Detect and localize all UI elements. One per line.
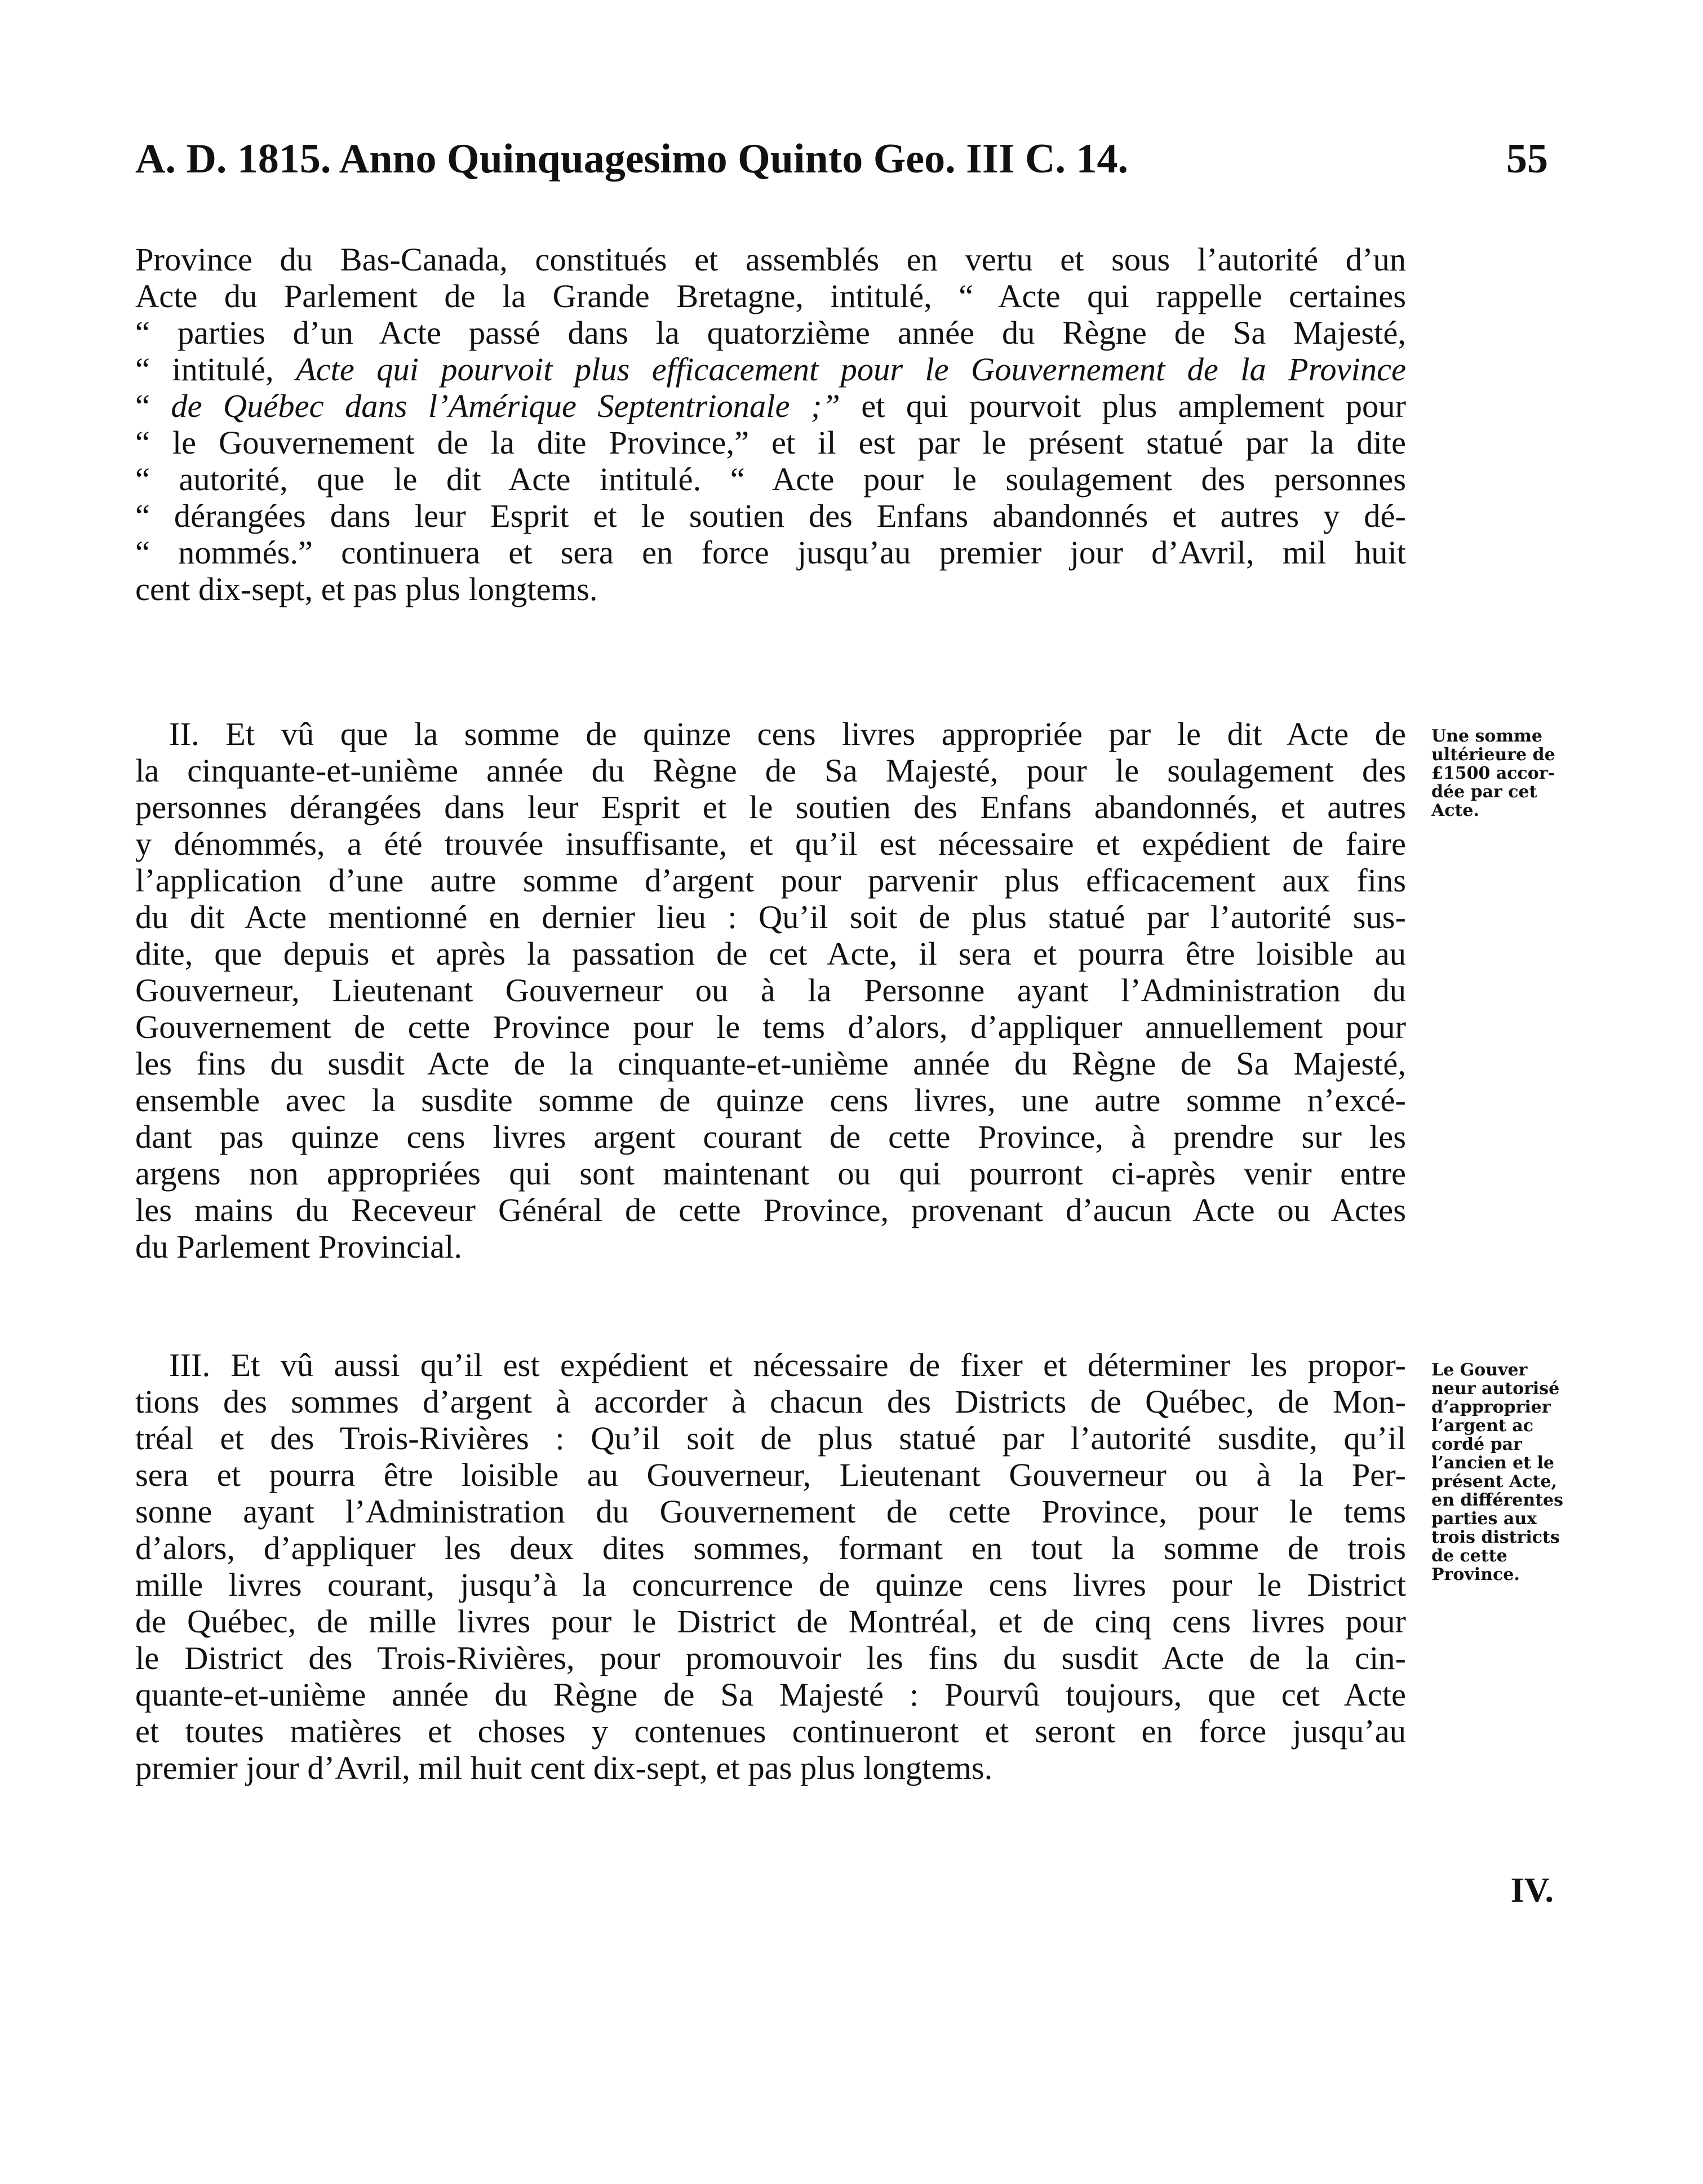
text-line: tréal et des Trois-Rivières : Qu’il soit de plus statué par l’autorité susdite, qu’il (135, 1420, 1406, 1457)
text-line: premier jour d’Avril, mil huit cent dix-sept, et pas plus longtems. (135, 1750, 993, 1786)
text-line: Province du Bas-Canada, constitués et assemblés en vertu et sous l’autorité d’un (135, 241, 1406, 278)
text-line: et toutes matières et choses y contenues continueront et seront en force jusqu’au (135, 1713, 1406, 1750)
marginal-note-line: d’approprier (1431, 1397, 1551, 1417)
italic-title: Acte qui pourvoit plus efficacement pour le Gouvernement de la Province (295, 351, 1407, 388)
text-line: “ autorité, que le dit Acte intitulé. “ Acte pour le soulagement des personnes (135, 461, 1406, 498)
marginal-note-line: en différentes (1431, 1490, 1563, 1510)
text-line: dite, que depuis et après la passation de cet Acte, il sera et pourra être loisible au (135, 935, 1406, 972)
text-line: l’application d’une autre somme d’argent pour parvenir plus efficacement aux fins (135, 862, 1406, 899)
marginal-note-line: cordé par (1431, 1435, 1522, 1454)
text-line: les mains du Receveur Général de cette Province, provenant d’aucun Acte ou Actes (135, 1192, 1406, 1228)
text-line: quante-et-unième année du Règne de Sa Majesté : Pourvû toujours, que cet Acte (135, 1676, 1406, 1713)
text-line: ensemble avec la susdite somme de quinze cens livres, une autre somme n’excé- (135, 1082, 1406, 1118)
text-line: sera et pourra être loisible au Gouverneur, Lieutenant Gouverneur ou à la Per- (135, 1457, 1406, 1493)
text-line: “ le Gouvernement de la dite Province,” et il est par le présent statué par la dite (135, 424, 1406, 461)
text-line (135, 1347, 1406, 1383)
text-line: “ nommés.” continuera et sera en force jusqu’au premier jour d’Avril, mil huit (135, 534, 1406, 571)
text-line: cent dix-sept, et pas plus longtems. (135, 571, 598, 607)
text-line: du dit Acte mentionné en dernier lieu : Qu’il soit de plus statué par l’autorité sus- (135, 899, 1406, 935)
marginal-note-1 (1431, 727, 1584, 820)
marginal-note-line: présent Acte, (1431, 1472, 1557, 1491)
text-line: d’alors, d’appliquer les deux dites sommes, formant en tout la somme de trois (135, 1530, 1406, 1566)
marginal-note-line: Province. (1431, 1565, 1520, 1584)
text-line (135, 716, 1406, 752)
text-line: argens non appropriées qui sont maintenant ou qui pourront ci-après venir entre (135, 1155, 1406, 1192)
marginal-note-line: l’ancien et le (1431, 1453, 1554, 1473)
text-line: personnes dérangées dans leur Esprit et le soutien des Enfans abandonnés, et autres (135, 789, 1406, 825)
marginal-note-line: £1500 accor- (1431, 763, 1555, 783)
text-line: la cinquante-et-unième année du Règne de Sa Majesté, pour le soulagement des (135, 752, 1406, 789)
text-line: “ parties d’un Acte passé dans la quatorzième année du Règne de Sa Majesté, (135, 314, 1406, 351)
marginal-note-line: parties aux (1431, 1509, 1537, 1529)
marginal-note-line: dée par cet (1431, 782, 1537, 802)
catchword: IV. (1510, 1871, 1554, 1910)
text-line: de Québec, de mille livres pour le District de Montréal, et de cinq cens livres pour (135, 1603, 1406, 1640)
text-fragment: et qui pourvoit plus amplement pour (861, 388, 1407, 424)
marginal-note-line: l’argent ac (1431, 1416, 1533, 1436)
text-line (135, 388, 1406, 424)
marginal-note-line: de cette (1431, 1546, 1507, 1566)
text-line: “ dérangées dans leur Esprit et le soutien des Enfans abandonnés et autres y dé- (135, 498, 1406, 534)
text-line: Acte du Parlement de la Grande Bretagne, intitulé, “ Acte qui rappelle certaines (135, 278, 1406, 314)
paragraph-1 (135, 241, 1406, 607)
text-line: tions des sommes d’argent à accorder à chacun des Districts de Québec, de Mon- (135, 1383, 1406, 1420)
marginal-note-line: ultérieure de (1431, 745, 1555, 765)
marginal-note-line: Une somme (1431, 726, 1542, 746)
running-header (135, 135, 1548, 186)
section-text: II. Et vû que la somme de quinze cens livres appropriée par le dit Acte de (169, 716, 1406, 752)
text-line: Gouvernement de cette Province pour le tems d’alors, d’appliquer annuellement pour (135, 1009, 1406, 1045)
page-number: 55 (1506, 136, 1548, 182)
italic-title: de Québec dans l’Amérique Septentrionale ;” (171, 388, 840, 424)
text-line: du Parlement Provincial. (135, 1228, 463, 1265)
marginal-note-line: neur autorisé (1431, 1379, 1560, 1399)
paragraph-2 (135, 716, 1406, 1265)
paragraph-3 (135, 1347, 1406, 1786)
text-fragment: “ (135, 388, 150, 424)
text-line: le District des Trois-Rivières, pour promouvoir les fins du susdit Acte de la cin- (135, 1640, 1406, 1676)
text-line: sonne ayant l’Administration du Gouvernement de cette Province, pour le tems (135, 1493, 1406, 1530)
marginal-note-2 (1431, 1361, 1584, 1584)
text-line: les fins du susdit Acte de la cinquante-et-unième année du Règne de Sa Majesté, (135, 1045, 1406, 1082)
marginal-note-line: Le Gouver (1431, 1360, 1528, 1380)
text-line: dant pas quinze cens livres argent courant de cette Province, à prendre sur les (135, 1118, 1406, 1155)
marginal-note-line: trois districts (1431, 1528, 1560, 1547)
section-text: III. Et vû aussi qu’il est expédient et nécessaire de fixer et déterminer les propor- (169, 1347, 1406, 1383)
text-line: y dénommés, a été trouvée insuffisante, et qu’il est nécessaire et expédient de faire (135, 825, 1406, 862)
text-line (135, 351, 1406, 388)
marginal-note-line: Acte. (1431, 801, 1479, 820)
running-title: A. D. 1815. Anno Quinquagesimo Quinto Geo. III C. 14. (135, 136, 1128, 182)
text-line: Gouverneur, Lieutenant Gouverneur ou à la Personne ayant l’Administration du (135, 972, 1406, 1009)
text-line: mille livres courant, jusqu’à la concurrence de quinze cens livres pour le District (135, 1566, 1406, 1603)
text-fragment: “ intitulé, (135, 351, 274, 388)
